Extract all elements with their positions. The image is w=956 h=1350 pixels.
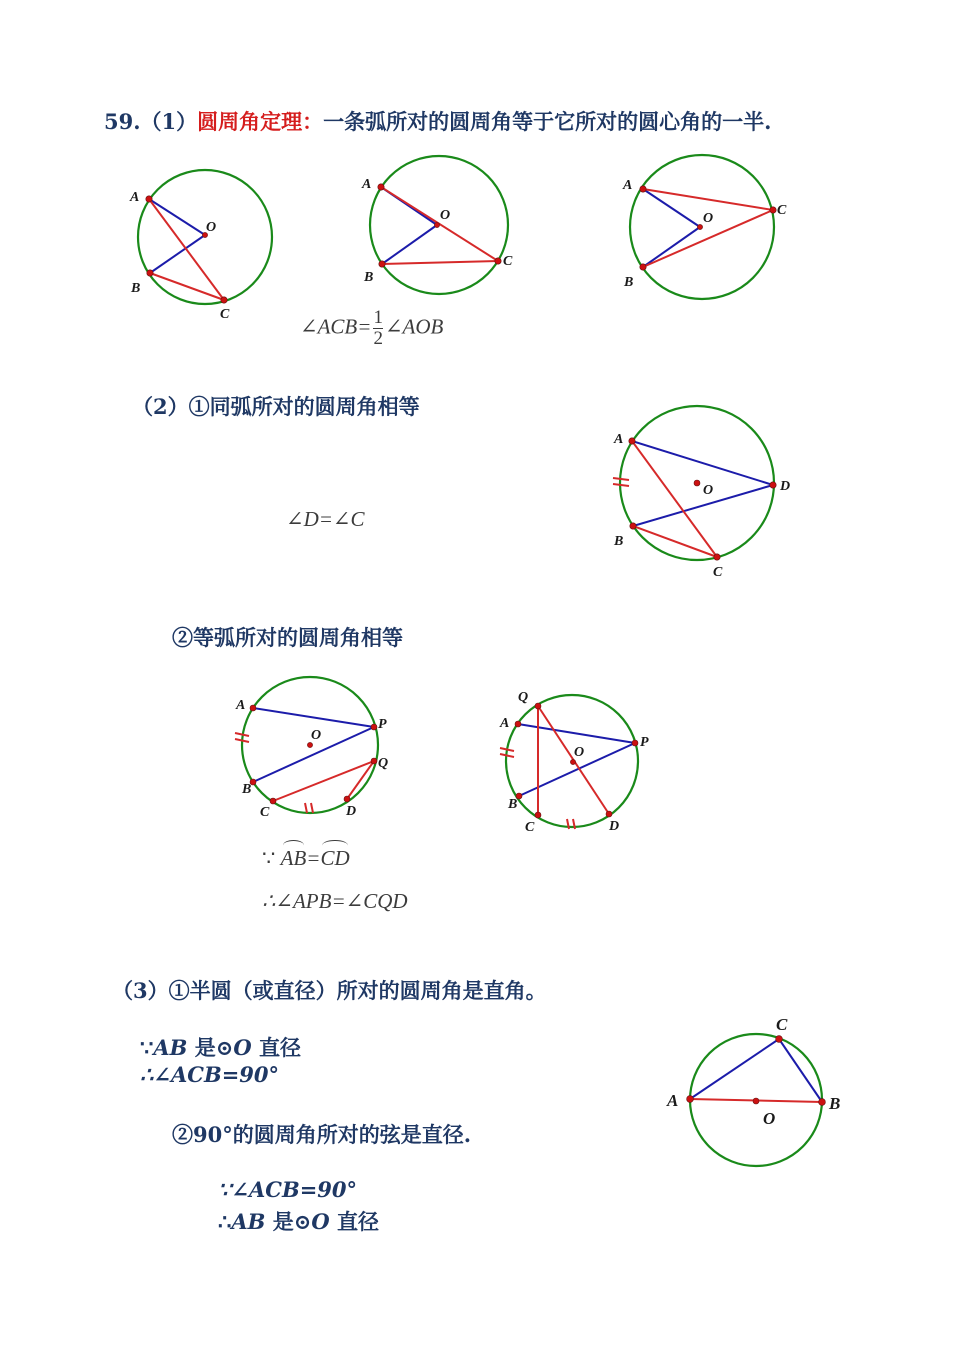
label-a: A: [500, 716, 510, 731]
circle-o: O: [233, 1035, 252, 1060]
label-c: C: [777, 203, 787, 218]
therefore-symbol: ∴: [218, 1209, 232, 1234]
semicircle-therefore: ∴∠ACB=90°: [140, 1062, 280, 1087]
diameter-text: 直径: [251, 1035, 301, 1060]
equals-sign: =: [306, 846, 321, 870]
arc-cd: CD: [320, 846, 350, 870]
right-angle-heading: ②90°的圆周角所对的弦是直径.: [172, 1122, 472, 1147]
because-symbol: ∵: [140, 1035, 154, 1060]
label-o: O: [206, 220, 217, 235]
label-q: Q: [378, 756, 389, 771]
because-symbol: ∵: [262, 846, 276, 870]
label-q: Q: [518, 690, 529, 705]
label-p: P: [378, 717, 387, 732]
label-c: C: [776, 1015, 788, 1034]
formula-left: ∠ACB=: [300, 314, 372, 339]
label-b: B: [131, 281, 141, 296]
theorem-name: 圆周角定理：: [197, 109, 324, 134]
formula-right: ∠AOB: [384, 314, 444, 339]
label-a: A: [236, 698, 246, 713]
label-o: O: [763, 1109, 776, 1128]
label-d: D: [346, 804, 357, 819]
label-d: D: [780, 479, 791, 494]
label-b: B: [364, 270, 374, 285]
problem-number: 59.（1）: [104, 109, 198, 134]
label-b: B: [614, 534, 624, 549]
diameter-text: 直径: [329, 1209, 379, 1234]
equal-arc-therefore: ∴∠APB=∠CQD: [262, 889, 408, 913]
label-a: A: [614, 432, 624, 447]
equal-arc-heading: ②等弧所对的圆周角相等: [172, 625, 403, 650]
same-arc-formula: ∠D=∠C: [286, 507, 365, 531]
fraction-denominator: 2: [373, 328, 383, 349]
right-angle-because: ∵∠ACB=90°: [218, 1177, 358, 1202]
circle-o: O: [311, 1209, 330, 1234]
label-c: C: [503, 254, 513, 269]
label-o: O: [440, 208, 451, 223]
label-a: A: [362, 177, 372, 192]
label-b: B: [829, 1094, 841, 1113]
label-a: A: [667, 1091, 679, 1110]
label-b: B: [624, 275, 634, 290]
is-circle-text: 是⊙: [187, 1035, 234, 1060]
segment-ab: AB: [231, 1209, 266, 1234]
segment-ab: AB: [153, 1035, 188, 1060]
label-c: C: [525, 820, 535, 835]
fraction-numerator: 1: [373, 307, 383, 328]
label-d: D: [609, 819, 620, 834]
label-a: A: [130, 190, 140, 205]
label-o: O: [311, 728, 322, 743]
label-c: C: [220, 307, 230, 322]
same-arc-heading: （2）①同弧所对的圆周角相等: [132, 394, 420, 419]
label-o: O: [703, 483, 714, 498]
label-c: C: [713, 565, 723, 580]
theorem-text: 一条弧所对的圆周角等于它所对的圆心角的一半.: [323, 109, 772, 134]
label-o: O: [703, 211, 714, 226]
label-b: B: [242, 782, 252, 797]
is-circle-text: 是⊙: [265, 1209, 312, 1234]
label-a: A: [623, 178, 633, 193]
label-b: B: [508, 797, 518, 812]
semicircle-heading: （3）①半圆（或直径）所对的圆周角是直角。: [112, 978, 547, 1003]
arc-ab: AB: [280, 846, 307, 870]
label-o: O: [574, 745, 585, 760]
label-p: P: [640, 735, 649, 750]
label-c: C: [260, 805, 270, 820]
